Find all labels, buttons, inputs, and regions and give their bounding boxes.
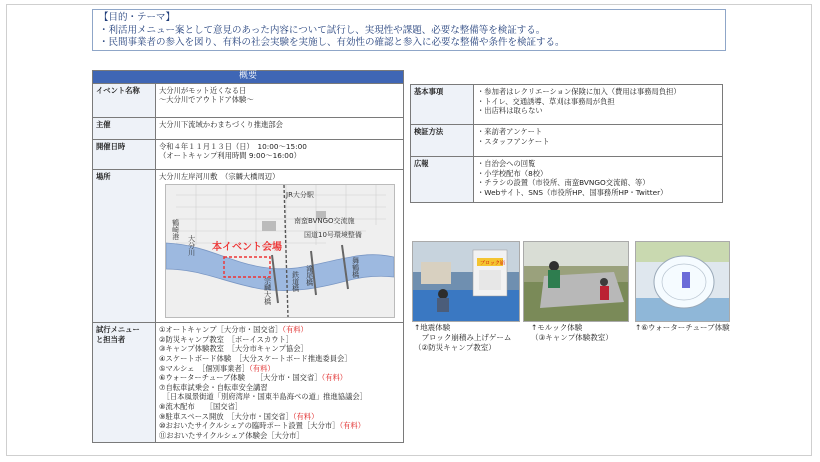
map-label-station: JR大分駅 — [286, 191, 314, 200]
basic-label: 基本事項 — [411, 85, 474, 125]
pr-line-3: ・チラシの設置（市役所、南蛮BVNGO交流館、等） — [477, 178, 650, 188]
caption-2-line-2: （③キャンプ体験教室） — [531, 333, 613, 342]
basics-table — [410, 84, 723, 203]
pr-cell — [474, 157, 723, 203]
caption-photo-3 — [635, 323, 730, 333]
menu-item: ⑤マルシェ ［個別事業者］（有料） — [159, 363, 275, 373]
place-cell — [156, 169, 404, 323]
event-name-label: イベント名称 — [93, 83, 156, 117]
photo-earthquake-block — [412, 241, 520, 322]
menu-cell — [156, 323, 404, 443]
purpose-line-1: ・利活用メニュー案として意見のあった内容について試行し、実現性や課題、必要な整備等を検証する。 — [99, 24, 546, 36]
menu-item: ⑩おおいたサイクルシェアの臨時ポート設置［大分市］（有料） — [159, 421, 366, 431]
menu-item: ③キャンプ体験教室 ［大分市キャンプ協会］ — [159, 344, 308, 354]
sign-text: ブロック崩 — [480, 260, 505, 267]
caption-1-line-3: （②防災キャンプ教室） — [414, 343, 496, 352]
date-line-1: 令和４年１１月１３日（日） 10:00〜15:00 — [159, 141, 307, 151]
caption-2-line-1: ↑モルック体験 — [531, 323, 583, 332]
map-label-route10: 国道10号環境整備 — [304, 231, 362, 240]
map-label-sorin-bridge: 宗麟大橋 — [263, 277, 272, 306]
menu-item: ①オートキャンプ［大分市・国交省］（有料） — [159, 325, 308, 335]
menu-item: ⑥ウォーターチューブ体験 ［大分市・国交省］（有料） — [159, 373, 348, 383]
purpose-line-2: ・民間事業者の参入を図り、有料の社会実験を実施し、有効性の確認と参入に必要な整備や条件を検証する。 — [99, 37, 565, 48]
place-value: 大分川左岸河川敷 （宗麟大橋周辺） — [159, 171, 280, 181]
pr-label: 広報 — [411, 157, 474, 203]
photo-water-tube — [635, 241, 730, 322]
overview-header: 概要 — [93, 71, 404, 84]
place-label: 場所 — [93, 169, 156, 323]
menu-item: ②防災キャンプ教室 ［ボーイスカウト］ — [159, 334, 294, 344]
menu-item: ［日本風景街道「別府湾岸・国東半島海べの道」推進協議会］ — [159, 392, 367, 402]
organizer-value: 大分川下流域かわまちづくり推進部会 — [156, 117, 404, 139]
pr-line-2: ・小学校配布（8校） — [477, 168, 548, 178]
event-name-cell — [156, 83, 404, 117]
map-label-bvngo: 南蛮BVNGO交流施 — [294, 217, 355, 226]
verify-cell — [474, 125, 723, 157]
map-label-maizuru-bridge: 舞鶴橋 — [351, 257, 360, 279]
date-label: 開催日時 — [93, 139, 156, 169]
overview-table — [92, 70, 404, 443]
verify-line-2: ・スタッフアンケート — [477, 136, 550, 146]
caption-3-line-1: ↑⑥ウォーターチューブ体験 — [635, 323, 730, 332]
map-label-railway-bridge: 鉄道橋 — [291, 271, 300, 293]
venue-map — [165, 184, 395, 318]
map-label-kagura: 鶴崎港 — [171, 219, 180, 241]
menu-label: 試行メニュー と担当者 — [93, 323, 156, 443]
caption-1-line-2: ブロック崩積み上げゲーム — [414, 333, 512, 342]
basic-line-2: ・トイレ、交通誘導、草刈は事務局が負担 — [477, 96, 615, 106]
pr-line-4: ・Webサイト、SNS（市役所HP、国事務所HP・Twitter） — [477, 187, 668, 197]
basic-line-1: ・参加者はレクリエーション保険に加入（費用は事務局負担） — [477, 87, 681, 96]
map-label-takio-bridge: 滝尾橋 — [305, 265, 314, 287]
event-name-line-2: 〜大分川でアウトドア体験〜 — [159, 95, 254, 105]
event-name-line-1: 大分川がモット近くなる日 — [159, 85, 247, 95]
purpose-box — [92, 9, 726, 51]
map-venue-label: 本イベント会場 — [212, 242, 282, 254]
date-cell — [156, 139, 404, 169]
photo-molkky — [523, 241, 629, 322]
purpose-title: 【目的・テーマ】 — [99, 12, 176, 23]
pr-line-1: ・自治会への回覧 — [477, 159, 536, 168]
organizer-label: 主催 — [93, 117, 156, 139]
caption-1-line-1: ↑地震体験 — [414, 323, 451, 332]
caption-photo-1 — [414, 323, 511, 353]
map-label-oita-river: 大分川 — [187, 235, 196, 257]
date-line-2: （オートキャンプ利用時間 9:00〜16:00） — [159, 151, 301, 161]
verify-line-1: ・来訪者アンケート — [477, 127, 543, 136]
menu-item: ⑦自転車試乗会・自転車安全講習 — [159, 382, 268, 392]
menu-item: ⑨駐車スペース開放 ［大分市・国交省］（有料） — [159, 411, 319, 421]
menu-item: ④スケートボード体験 ［大分スケートボード推進委員会］ — [159, 353, 352, 363]
menu-item: ⑪おおいたサイクルシェア体験会［大分市］ — [159, 430, 304, 440]
basic-line-3: ・出店料は取らない — [477, 106, 543, 116]
menu-item: ⑧流木配布 ［国交省］ — [159, 401, 243, 411]
caption-photo-2 — [531, 323, 613, 343]
verify-label: 検証方法 — [411, 125, 474, 157]
basic-cell — [474, 85, 723, 125]
